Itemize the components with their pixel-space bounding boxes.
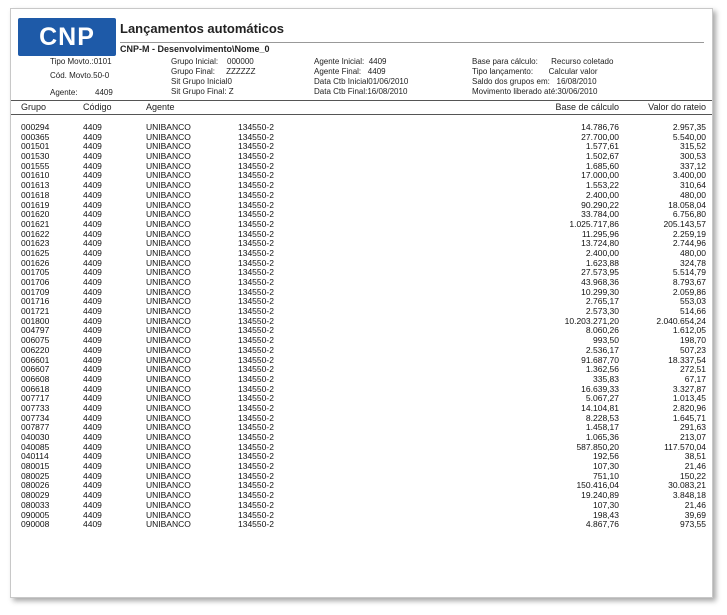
cell-grupo: 090005 [21,509,50,520]
cell-base-calculo: 1.502,67 [585,151,619,162]
cell-base-calculo: 335,83 [593,373,619,384]
cell-valor-rateio: 480,00 [680,247,706,258]
cell-agente: UNIBANCO [146,402,191,413]
cell-base-calculo: 751,10 [593,470,619,481]
cell-valor-rateio: 2.059,86 [672,286,706,297]
cell-valor-rateio: 291,63 [680,422,706,433]
cell-valor-rateio: 480,00 [680,189,706,200]
cell-conta: 134550-2 [238,286,274,297]
cell-valor-rateio: 3.400,00 [672,170,706,181]
cell-conta: 134550-2 [238,383,274,394]
cell-valor-rateio: 150,22 [680,470,706,481]
cell-valor-rateio: 2.957,35 [672,122,706,132]
col-base-header: Base de cálculo [555,102,619,112]
cell-codigo: 4409 [83,422,102,433]
cell-base-calculo: 2.400,00 [585,247,619,258]
cell-valor-rateio: 324,78 [680,257,706,268]
cell-valor-rateio: 300,53 [680,151,706,162]
cell-valor-rateio: 2.820,96 [672,402,706,413]
cell-conta: 134550-2 [238,441,274,452]
cell-agente: UNIBANCO [146,238,191,249]
cell-conta: 134550-2 [238,170,274,181]
cell-agente: UNIBANCO [146,306,191,317]
cell-grupo: 001501 [21,141,50,152]
cell-base-calculo: 33.784,00 [581,209,619,220]
cell-grupo: 001623 [21,238,50,249]
col-codigo-header: Código [83,102,112,112]
cell-codigo: 4409 [83,247,102,258]
cell-base-calculo: 8.060,26 [585,325,619,336]
cell-agente: UNIBANCO [146,277,191,287]
cell-agente: UNIBANCO [146,354,191,365]
cell-conta: 134550-2 [238,432,274,442]
cell-agente: UNIBANCO [146,257,191,268]
cell-valor-rateio: 2.040.654,24 [656,315,706,326]
cell-conta: 134550-2 [238,160,274,171]
cell-codigo: 4409 [83,315,102,326]
cell-grupo: 001618 [21,189,50,200]
cell-agente: UNIBANCO [146,335,191,346]
cell-base-calculo: 2.536,17 [585,344,619,355]
cell-grupo: 090008 [21,519,50,530]
cell-agente: UNIBANCO [146,247,191,258]
cell-conta: 134550-2 [238,257,274,268]
cell-conta: 134550-2 [238,267,274,278]
cell-codigo: 4409 [83,412,102,423]
cell-conta: 134550-2 [238,402,274,413]
cell-base-calculo: 2.573,30 [585,306,619,317]
cell-grupo: 006608 [21,373,50,384]
cell-grupo: 080015 [21,461,50,472]
cell-codigo: 4409 [83,180,102,191]
cell-grupo: 001619 [21,199,50,210]
cell-grupo: 007734 [21,412,50,423]
cell-conta: 134550-2 [238,218,274,229]
cell-conta: 134550-2 [238,151,274,162]
field-agente-inicial: Agente Inicial: 4409 [314,57,387,66]
cell-codigo: 4409 [83,499,102,510]
cell-codigo: 4409 [83,286,102,297]
cell-agente: UNIBANCO [146,296,191,307]
cell-base-calculo: 1.623,88 [585,257,619,268]
report-title: Lançamentos automáticos [120,21,284,36]
title-divider [120,42,704,43]
cell-codigo: 4409 [83,509,102,520]
cell-grupo: 006618 [21,383,50,394]
cell-base-calculo: 17.000,00 [581,170,619,181]
cell-conta: 134550-2 [238,199,274,210]
field-data-ctb-inicial: Data Ctb Inicial01/06/2010 [314,77,409,86]
cell-grupo: 007877 [21,422,50,433]
cell-base-calculo: 192,56 [593,451,619,462]
cell-base-calculo: 10.299,30 [581,286,619,297]
cell-base-calculo: 4.867,76 [585,519,619,530]
cell-grupo: 040085 [21,441,50,452]
cell-agente: UNIBANCO [146,209,191,220]
cell-codigo: 4409 [83,335,102,346]
cell-valor-rateio: 1.013,45 [672,393,706,404]
cell-codigo: 4409 [83,364,102,375]
cell-agente: UNIBANCO [146,122,191,132]
cell-valor-rateio: 205.143,57 [663,218,706,229]
cell-valor-rateio: 272,51 [680,364,706,375]
cnp-logo [18,18,116,56]
cell-valor-rateio: 315,52 [680,141,706,152]
cell-valor-rateio: 507,23 [680,344,706,355]
cell-grupo: 006075 [21,335,50,346]
cell-codigo: 4409 [83,451,102,462]
cell-conta: 134550-2 [238,364,274,375]
cell-agente: UNIBANCO [146,499,191,510]
cell-codigo: 4409 [83,141,102,152]
cell-codigo: 4409 [83,306,102,317]
cell-valor-rateio: 553,03 [680,296,706,307]
cell-agente: UNIBANCO [146,461,191,472]
report-subtitle: CNP-M - Desenvolvimento\Nome_0 [120,44,270,54]
cell-conta: 134550-2 [238,480,274,491]
cell-grupo: 001709 [21,286,50,297]
cell-valor-rateio: 18.337,54 [668,354,706,365]
cell-valor-rateio: 30.083,21 [668,480,706,491]
cell-conta: 134550-2 [238,325,274,336]
col-rateio-header: Valor do rateio [648,102,706,112]
cell-grupo: 001530 [21,151,50,162]
cell-valor-rateio: 5.514,79 [672,267,706,278]
cell-conta: 134550-2 [238,412,274,423]
cell-agente: UNIBANCO [146,383,191,394]
cell-codigo: 4409 [83,441,102,452]
cell-conta: 134550-2 [238,519,274,530]
cell-grupo: 001555 [21,160,50,171]
logo-text: CNP [39,22,95,51]
cell-grupo: 000365 [21,131,50,142]
cell-base-calculo: 5.067,27 [585,393,619,404]
cell-base-calculo: 993,50 [593,335,619,346]
cell-conta: 134550-2 [238,490,274,501]
cell-codigo: 4409 [83,267,102,278]
cell-grupo: 080029 [21,490,50,501]
field-agente-value: 4409 [95,88,113,97]
cell-grupo: 040114 [21,451,49,462]
cell-grupo: 001706 [21,277,50,287]
cell-conta: 134550-2 [238,131,274,142]
cell-agente: UNIBANCO [146,364,191,375]
report-page [10,8,713,598]
cell-conta: 134550-2 [238,354,274,365]
cell-grupo: 001716 [21,296,50,307]
cell-base-calculo: 1.362,56 [585,364,619,375]
cell-codigo: 4409 [83,209,102,220]
cell-grupo: 001721 [21,306,50,317]
cell-grupo: 001800 [21,315,50,326]
cell-conta: 134550-2 [238,247,274,258]
cell-agente: UNIBANCO [146,373,191,384]
cell-base-calculo: 91.687,70 [581,354,619,365]
cell-valor-rateio: 38,51 [684,451,706,462]
cell-base-calculo: 107,30 [593,461,619,472]
cell-base-calculo: 27.573,95 [581,267,619,278]
field-tipo-movto: Tipo Movto.:0101 [50,57,112,66]
cell-valor-rateio: 337,12 [680,160,706,171]
cell-grupo: 001626 [21,257,50,268]
cell-codigo: 4409 [83,490,102,501]
cell-base-calculo: 1.685,60 [585,160,619,171]
cell-agente: UNIBANCO [146,170,191,181]
cell-grupo: 006601 [21,354,50,365]
cell-agente: UNIBANCO [146,432,191,442]
cell-codigo: 4409 [83,277,102,287]
cell-grupo: 001620 [21,209,50,220]
col-grupo-header: Grupo [21,102,47,112]
cell-codigo: 4409 [83,151,102,162]
cell-agente: UNIBANCO [146,189,191,200]
cell-agente: UNIBANCO [146,490,191,501]
cell-codigo: 4409 [83,296,102,307]
field-data-ctb-final: Data Ctb Final:16/08/2010 [314,87,408,96]
cell-codigo: 4409 [83,228,102,239]
cell-agente: UNIBANCO [146,180,191,191]
field-base-calculo: Base para cálculo: Recurso coletado [472,57,614,66]
cell-codigo: 4409 [83,519,102,530]
field-cod-movto: Cód. Movto.50-0 [50,71,110,80]
cell-valor-rateio: 198,70 [680,335,706,346]
field-grupo-final: Grupo Final: ZZZZZZ [171,67,256,76]
data-table [11,123,712,530]
cell-grupo: 001622 [21,228,50,239]
cell-grupo: 080026 [21,480,50,491]
cell-valor-rateio: 21,46 [684,461,706,472]
cell-codigo: 4409 [83,344,102,355]
cell-base-calculo: 107,30 [593,499,619,510]
cell-valor-rateio: 3.327,87 [672,383,706,394]
cell-valor-rateio: 213,07 [680,432,706,442]
cell-agente: UNIBANCO [146,470,191,481]
field-tipo-lancamento: Tipo lançamento: Calcular valor [472,67,598,76]
field-saldo-grupos: Saldo dos grupos em: 16/08/2010 [472,77,597,86]
cell-valor-rateio: 2.744,96 [672,238,706,249]
cell-agente: UNIBANCO [146,344,191,355]
cell-agente: UNIBANCO [146,218,191,229]
cell-conta: 134550-2 [238,141,274,152]
cell-grupo: 001621 [21,218,50,229]
cell-agente: UNIBANCO [146,480,191,491]
cell-valor-rateio: 973,55 [680,519,706,530]
column-headers [11,100,712,115]
cell-codigo: 4409 [83,218,102,229]
cell-valor-rateio: 3.848,18 [672,490,706,501]
cell-agente: UNIBANCO [146,131,191,142]
cell-valor-rateio: 18.058,04 [668,199,706,210]
cell-base-calculo: 14.786,76 [581,122,619,132]
cell-grupo: 040030 [21,432,50,442]
cell-base-calculo: 10.203.271,20 [564,315,619,326]
cell-base-calculo: 2.400,00 [585,189,619,200]
table-row [11,520,712,530]
cell-conta: 134550-2 [238,461,274,472]
cell-base-calculo: 14.104,81 [581,402,619,413]
cell-agente: UNIBANCO [146,412,191,423]
cell-base-calculo: 16.639,33 [581,383,619,394]
cell-base-calculo: 1.553,22 [585,180,619,191]
cell-valor-rateio: 514,66 [680,306,706,317]
field-grupo-inicial: Grupo Inicial: 000000 [171,57,254,66]
cell-conta: 134550-2 [238,277,274,287]
cell-conta: 134550-2 [238,335,274,346]
cell-codigo: 4409 [83,199,102,210]
cell-agente: UNIBANCO [146,141,191,152]
cell-codigo: 4409 [83,257,102,268]
cell-valor-rateio: 21,46 [684,499,706,510]
cell-codigo: 4409 [83,131,102,142]
cell-valor-rateio: 117.570,04 [664,441,706,452]
cell-agente: UNIBANCO [146,151,191,162]
cell-base-calculo: 587.850,20 [576,441,619,452]
cell-grupo: 080033 [21,499,50,510]
cell-conta: 134550-2 [238,373,274,384]
cell-conta: 134550-2 [238,451,274,462]
cell-base-calculo: 43.968,36 [581,277,619,287]
cell-agente: UNIBANCO [146,199,191,210]
cell-codigo: 4409 [83,325,102,336]
cell-conta: 134550-2 [238,189,274,200]
cell-conta: 134550-2 [238,315,274,326]
cell-valor-rateio: 39,69 [684,509,706,520]
cell-valor-rateio: 1.612,05 [672,325,706,336]
cell-codigo: 4409 [83,373,102,384]
cell-valor-rateio: 8.793,67 [672,277,706,287]
cell-valor-rateio: 6.756,80 [672,209,706,220]
cell-base-calculo: 1.025.717,86 [569,218,619,229]
cell-agente: UNIBANCO [146,325,191,336]
cell-agente: UNIBANCO [146,267,191,278]
cell-conta: 134550-2 [238,238,274,249]
cell-agente: UNIBANCO [146,393,191,404]
cell-conta: 134550-2 [238,393,274,404]
cell-base-calculo: 150.416,04 [576,480,619,491]
cell-conta: 134550-2 [238,296,274,307]
cell-base-calculo: 1.577,61 [585,141,619,152]
cell-codigo: 4409 [83,383,102,394]
cell-conta: 134550-2 [238,422,274,433]
cell-codigo: 4409 [83,238,102,249]
cell-conta: 134550-2 [238,209,274,220]
cell-conta: 134550-2 [238,470,274,481]
cell-agente: UNIBANCO [146,451,191,462]
field-sit-grupo-inicial: Sit Grupo Inicial0 [171,77,232,86]
cell-grupo: 007717 [21,393,50,404]
cell-base-calculo: 1.065,36 [585,432,619,442]
cell-codigo: 4409 [83,393,102,404]
cell-valor-rateio: 5.540,00 [672,131,706,142]
field-agente-label: Agente: [50,88,78,97]
cell-grupo: 006607 [21,364,50,375]
cell-conta: 134550-2 [238,509,274,520]
cell-base-calculo: 13.724,80 [581,238,619,249]
cell-conta: 134550-2 [238,122,274,132]
cell-conta: 134550-2 [238,499,274,510]
cell-grupo: 000294 [21,122,50,132]
cell-agente: UNIBANCO [146,160,191,171]
cell-grupo: 001625 [21,247,50,258]
cell-agente: UNIBANCO [146,422,191,433]
cell-agente: UNIBANCO [146,519,191,530]
cell-grupo: 006220 [21,344,50,355]
cell-codigo: 4409 [83,189,102,200]
cell-valor-rateio: 1.645,71 [672,412,706,423]
cell-agente: UNIBANCO [146,441,191,452]
field-movimento-liberado: Movimento liberado até:30/06/2010 [472,87,598,96]
cell-agente: UNIBANCO [146,286,191,297]
cell-conta: 134550-2 [238,228,274,239]
cell-codigo: 4409 [83,354,102,365]
cell-codigo: 4409 [83,402,102,413]
cell-agente: UNIBANCO [146,228,191,239]
cell-grupo: 001613 [21,180,50,191]
cell-conta: 134550-2 [238,180,274,191]
cell-base-calculo: 27.700,00 [581,131,619,142]
cell-grupo: 001610 [21,170,50,181]
field-sit-grupo-final: Sit Grupo Final: Z [171,87,234,96]
cell-valor-rateio: 67,17 [684,373,706,384]
cell-codigo: 4409 [83,170,102,181]
cell-base-calculo: 8.228,53 [585,412,619,423]
cell-base-calculo: 19.240,89 [581,490,619,501]
cell-base-calculo: 1.458,17 [585,422,619,433]
col-agente-header: Agente [146,102,175,112]
cell-codigo: 4409 [83,461,102,472]
cell-grupo: 004797 [21,325,50,336]
field-agente-final: Agente Final: 4409 [314,67,386,76]
cell-conta: 134550-2 [238,306,274,317]
cell-codigo: 4409 [83,122,102,132]
cell-codigo: 4409 [83,160,102,171]
cell-base-calculo: 198,43 [593,509,619,520]
cell-base-calculo: 2.765,17 [585,296,619,307]
cell-agente: UNIBANCO [146,509,191,520]
cell-valor-rateio: 310,64 [680,180,706,191]
cell-conta: 134550-2 [238,344,274,355]
cell-agente: UNIBANCO [146,315,191,326]
cell-grupo: 001705 [21,267,50,278]
cell-grupo: 080025 [21,470,50,481]
cell-codigo: 4409 [83,480,102,491]
cell-valor-rateio: 2.259,19 [672,228,706,239]
cell-base-calculo: 90.290,22 [581,199,619,210]
cell-grupo: 007733 [21,402,50,413]
cell-codigo: 4409 [83,432,102,442]
cell-base-calculo: 11.295,96 [581,228,619,239]
cell-codigo: 4409 [83,470,102,481]
